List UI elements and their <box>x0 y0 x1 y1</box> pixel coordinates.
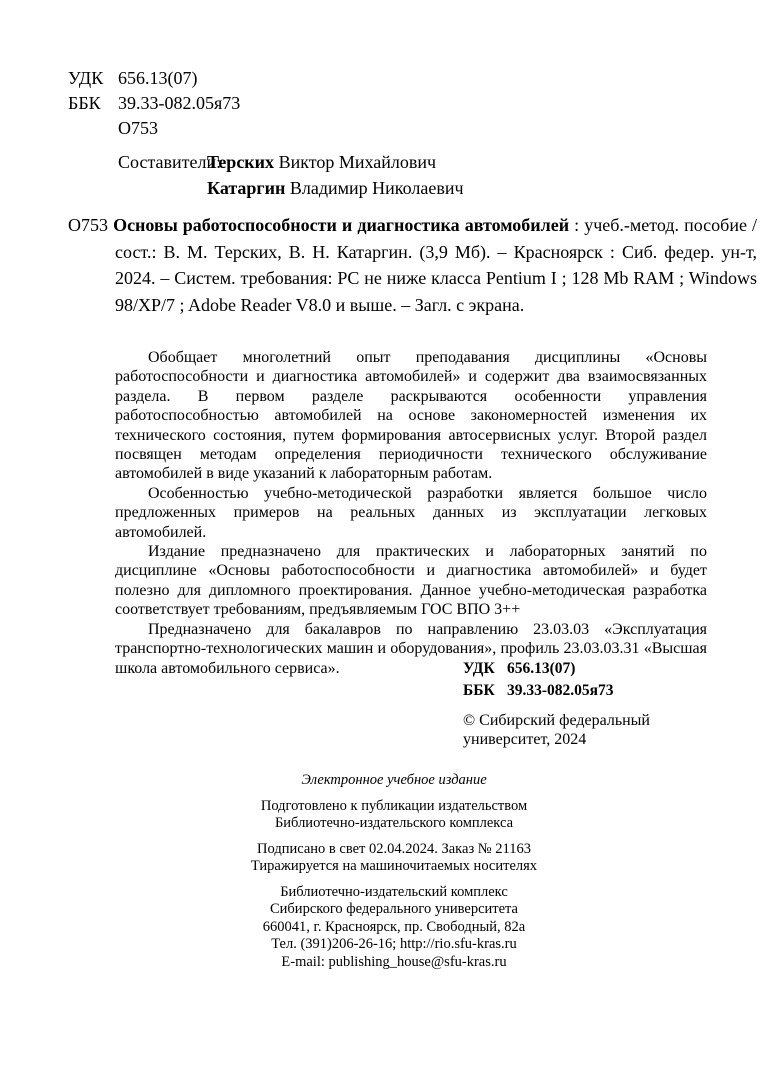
annotation-paragraph: Особенностью учебно-методической разработки является большое число предложенных примеров на реальных данных из эксплуатации легковых автомобилей. <box>115 484 707 541</box>
colophon-block <box>24 772 764 979</box>
publisher-address: 660041, г. Красноярск, пр. Свободный, 82а <box>262 918 526 935</box>
compilers-block <box>118 149 464 201</box>
udc-value: 656.13(07) <box>118 68 198 88</box>
copyright-notice <box>463 711 650 749</box>
author-sign-code: О753 <box>118 118 158 138</box>
edition-type: Электронное учебное издание <box>301 772 487 788</box>
compiler-given-names: Владимир Николаевич <box>289 178 464 198</box>
annotation-block <box>115 348 707 678</box>
print-info-group <box>24 841 764 876</box>
compilers-label: Составители: <box>118 152 222 172</box>
prepared-line: Подготовлено к публикации издательством <box>260 797 528 814</box>
udc-label: УДК <box>68 68 104 88</box>
bbk-label: ББК <box>68 93 101 113</box>
publisher-name-line: Библиотечно-издательский комплекс <box>280 883 508 900</box>
annotation-paragraph: Предназначено для бакалавров по направлению 23.03.03 «Эксплуатация транспортно-технологических машин и оборудования», профиль 23.03.03.31 «Высшая школа автомобильного сервиса». <box>115 620 707 677</box>
annotation-paragraph: Издание предназначено для практических и лабораторных занятий по дисциплине «Основы работоспособности и диагностика автомобилей» и будет полезно для дипломного проектирования. Данное учебно-методическая разработка соответствует требованиям, предъявляемым ГОС ВПО 3++ <box>115 543 707 619</box>
classification-block <box>68 66 240 141</box>
bbk-value: 39.33-082.05я73 <box>118 93 241 113</box>
publisher-contact-group <box>24 884 764 972</box>
signed-date-line: Подписано в свет 02.04.2024. Заказ № 21163 <box>257 840 531 857</box>
catalog-entry <box>68 212 757 318</box>
publisher-name-line: Сибирского федерального университета <box>270 901 518 917</box>
publisher-phone-web: Тел. (391)206-26-16; http://rio.sfu-kras.ru <box>271 936 517 952</box>
imprint-block <box>463 658 650 749</box>
imprint-udc-row <box>463 658 650 680</box>
catalog-entry-code: О753 <box>68 215 108 235</box>
compiler-given-names: Виктор Михайлович <box>278 152 437 172</box>
compiler-row <box>118 149 464 175</box>
copyright-line: © Сибирский федеральный <box>463 712 650 729</box>
compiler-row <box>118 175 464 201</box>
udc-row <box>68 66 240 91</box>
imprint-bbk-value: 39.33-082.05я73 <box>507 682 614 699</box>
compiler-surname: Терских <box>207 152 275 172</box>
publisher-email: E-mail: publishing_house@sfu-kras.ru <box>281 953 507 970</box>
compiler-surname: Катаргин <box>207 178 286 198</box>
imprint-udc-label: УДК <box>463 660 495 677</box>
catalog-entry-title: Основы работоспособности и диагностика автомобилей <box>113 215 570 235</box>
media-line: Тиражируется на машиночитаемых носителях <box>250 858 538 874</box>
prepared-line: Библиотечно-издательского комплекса <box>274 815 514 831</box>
imprint-bbk-row <box>463 680 650 702</box>
edition-type-group <box>24 772 764 790</box>
bbk-row <box>68 91 240 116</box>
imprint-udc-value: 656.13(07) <box>507 660 576 677</box>
prepared-by-group <box>24 798 764 833</box>
imprint-bbk-label: ББК <box>463 682 495 699</box>
copyright-line: университет, 2024 <box>463 731 587 748</box>
author-sign-row <box>68 116 240 141</box>
annotation-paragraph: Обобщает многолетний опыт преподавания дисциплины «Основы работоспособности и диагностика автомобилей» и содержит два взаимосвязанных раздела. В первом разделе раскрываются особенности управления работоспособностью автомобилей на основе закономерностей изменения их технического состояния, путем формирования автосервисных услуг. Второй раздел посвящен методам определения периодичности технического обслуживание автомобилей в виде указаний к лабораторным работам. <box>115 349 707 483</box>
catalog-entry-description: : учеб.-метод. пособие / сост.: В. М. Терских, В. Н. Катаргин. (3,9 Мб). – Красноярск : Сиб. федер. ун-т, 2024. – Систем. требования: PC не ниже класса Pentium I ; 128 Mb RAM ; Windows 98/XP/7 ; Adobe Reader V8.0 и выше. – Загл. с экрана. <box>115 215 758 315</box>
